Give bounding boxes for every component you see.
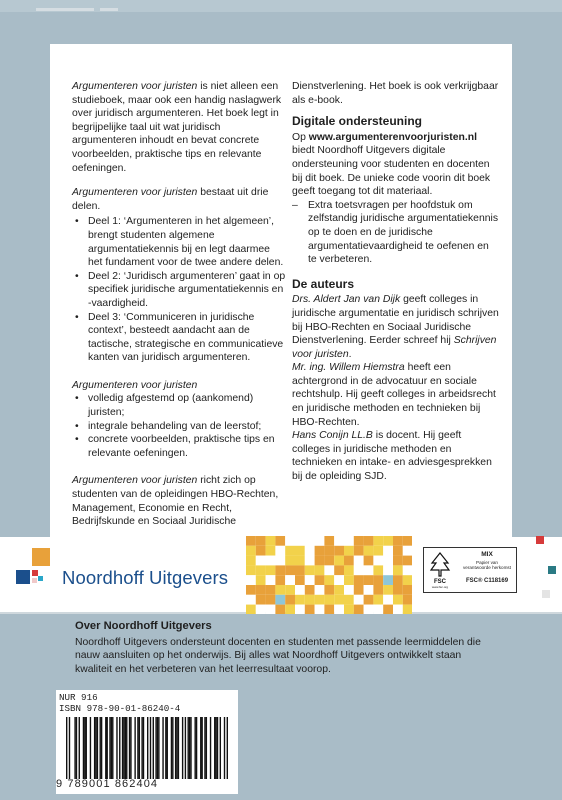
digital-heading: Digitale ondersteuning — [292, 114, 423, 129]
continuation-paragraph: Dienstverlening. Het boek is ook verkrijgbaar als e-book. — [292, 81, 499, 106]
about-heading: Over Noordhoff Uitgevers — [75, 620, 212, 632]
barcode-digits: 9 789001 862404 — [56, 778, 159, 790]
publisher-logo-icon — [16, 548, 56, 588]
pixel-pattern — [246, 536, 412, 614]
fsc-code: FSC® C118169 — [465, 578, 509, 584]
author-paragraph: Mr. ing. Willem Hiemstra heeft een achtergrond in de advocatuur en sociale rechtshulp. Hij geeft colleges in arbeidsrecht en juridische methoden en technieken bij HBO-Rechten. — [292, 362, 496, 428]
audience-paragraph: Argumenteren voor juristen richt zich op studenten van de opleidingen HBO-Rechten, Management, Economie en Recht, Bedrijfskunde en Sociaal Juridische — [72, 475, 279, 528]
list-item: • Deel 2: ‘Juridisch argumenteren’ gaat in op specifiek juridische argumentatiekennis en -vaardigheid. — [72, 270, 286, 311]
publisher-name: Noordhoff Uitgevers — [62, 567, 229, 588]
about-text: Noordhoff Uitgevers ondersteunt docenten en studenten met passende leermiddelen die nauw aansluiten op het onderwijs. Bij alles wat Noordhoff Uitgevers ontwikkelt staan kwaliteit en het verbeteren van het leerresultaat voorop. — [75, 636, 481, 675]
fsc-tree-icon — [428, 551, 452, 589]
list-item: • integrale behandeling van de leerstof; — [72, 420, 286, 434]
author-paragraph: Hans Conijn LL.B is docent. Hij geeft colleges in juridische methoden en technieken en intake- en adviesgesprekken bij de opleiding SJD. — [292, 430, 492, 483]
website-link[interactable]: www.argumenterenvoorjuristen.nl — [308, 131, 477, 143]
features-title: Argumenteren voor juristen — [72, 379, 198, 391]
list-item: • volledig afgestemd op (aankomend) juristen; — [72, 392, 286, 419]
fsc-label — [423, 547, 517, 593]
fsc-mix: MIX — [481, 551, 493, 558]
book-title: Argumenteren voor juristen — [72, 81, 198, 92]
top-mark — [36, 8, 94, 11]
list-item: – Extra toetsvragen per hoofdstuk om zelfstandig juridische argumentatiekennis op te doen en de juridische argumentatievaardigheid te oefenen en te verbeteren. — [292, 199, 500, 267]
parts-intro: Argumenteren voor juristen bestaat uit drie delen. — [72, 187, 269, 212]
intro-paragraph: Argumenteren voor juristen is niet alleen een studieboek, maar ook een handig naslagwerk over juridisch argumenteren. Het boek legt in begrijpelijke taal uit wat juridisch argumenteren inhoudt en bevat concrete voorbeelden, praktische tips en relevante oefeningen. — [72, 81, 282, 174]
left-column — [72, 80, 286, 540]
barcode — [66, 717, 228, 779]
book-title: Argumenteren voor juristen — [72, 475, 198, 487]
book-title: Argumenteren voor juristen — [72, 187, 198, 199]
parts-list — [72, 215, 286, 365]
digital-paragraph: Op www.argumenterenvoorjuristen.nl biedt Noordhoff Uitgevers digitale ondersteuning voor studenten en docenten bij dit boek. De unieke code voorin dit boek geeft toegang tot dit materiaal. — [292, 131, 491, 198]
digital-list — [292, 199, 500, 267]
isbn-code: ISBN 978-90-01-86240-4 — [59, 703, 181, 714]
fsc-url: www.fsc.org — [431, 585, 449, 589]
barcode-label — [56, 690, 238, 794]
corner-square — [542, 590, 550, 598]
corner-square — [548, 566, 556, 574]
author-paragraph: Drs. Aldert Jan van Dijk geeft colleges in juridische argumentatie en juridisch schrijven bij HBO-Rechten en Sociaal Juridische Dienstverlening. Eerder schreef hij Schrijven voor juristen. — [292, 294, 499, 360]
fsc-description: Papier van verantwoorde herkomst — [462, 560, 511, 571]
corner-square — [536, 536, 544, 544]
top-mark-small — [100, 8, 118, 11]
nur-code: NUR 916 — [59, 692, 98, 703]
list-item: • Deel 3: ‘Communiceren in juridische context’, besteedt aandacht aan de tactische, strategische en communicatieve kanten van juridisch argumenteren. — [72, 311, 286, 365]
list-item: • Deel 1: ‘Argumenteren in het algemeen’, brengt studenten algemene argumentatiekennis bij en legt daarmee het fundament voor de twee andere delen. — [72, 215, 286, 269]
features-list — [72, 392, 286, 460]
list-item: • concrete voorbeelden, praktische tips en relevante oefeningen. — [72, 433, 286, 460]
right-column — [292, 80, 500, 484]
authors-heading: De auteurs — [292, 276, 355, 291]
fsc-logo-text: FSC — [434, 579, 446, 585]
about-publisher — [75, 620, 495, 676]
